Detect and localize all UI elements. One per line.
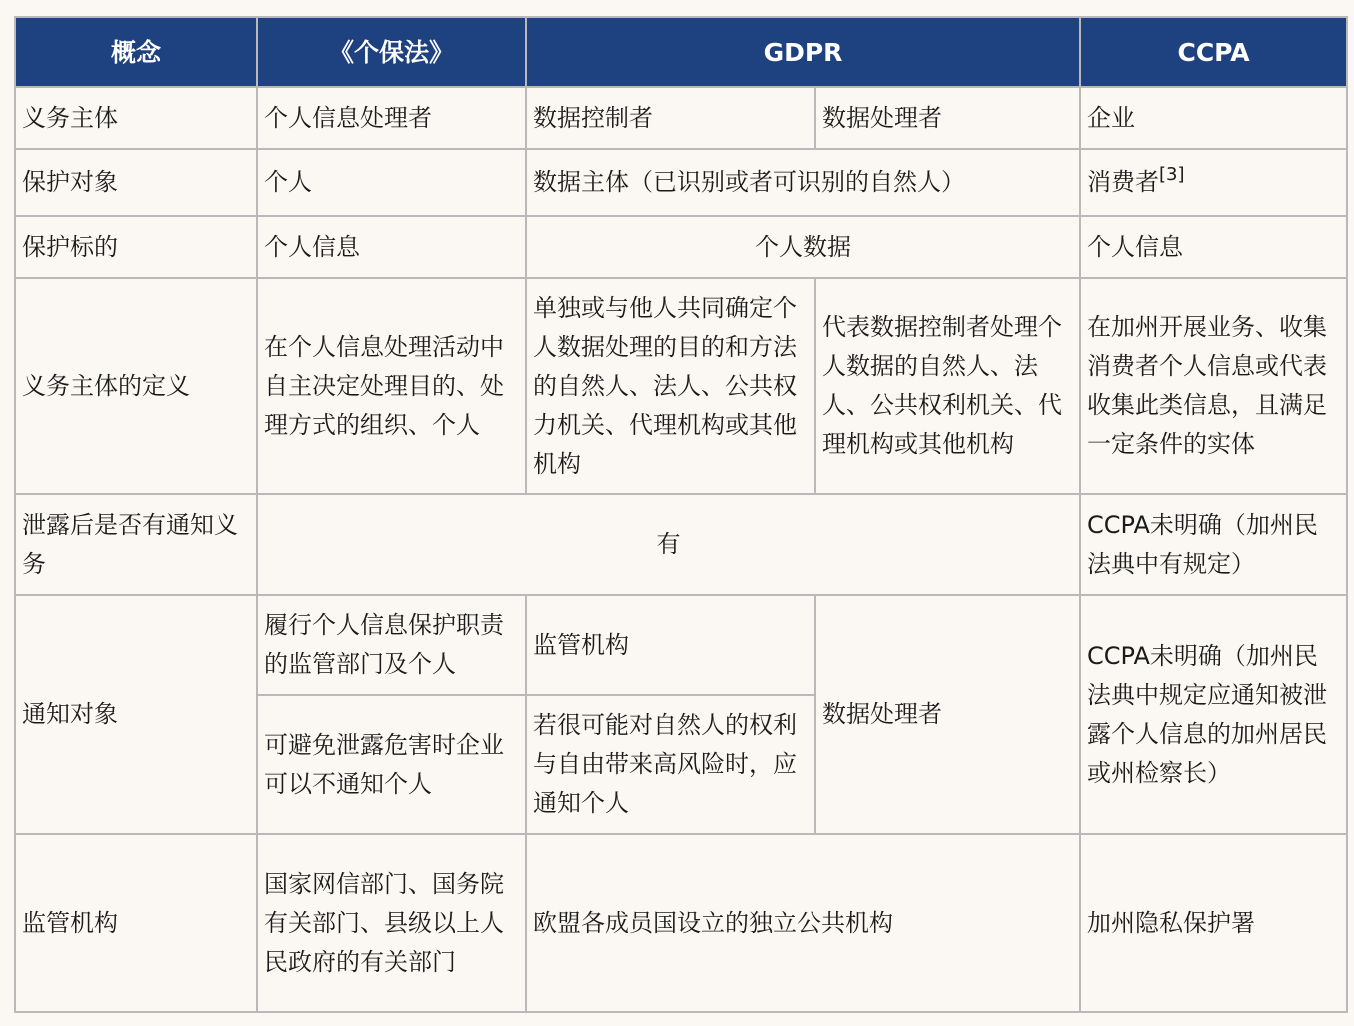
cell-gdpr-controller: 单独或与他人共同确定个人数据处理的目的和方法的自然人、法人、公共权力机关、代理机构或其他机构 — [526, 278, 815, 494]
row-label: 泄露后是否有通知义务 — [15, 494, 257, 595]
row-object — [15, 149, 1347, 216]
row-target — [15, 216, 1347, 278]
cell-gdpr-processor: 数据处理者 — [815, 595, 1080, 834]
cell-pipl: 履行个人信息保护职责的监管部门及个人 — [257, 595, 526, 695]
cell-pipl: 个人 — [257, 149, 526, 216]
cell-pipl: 可避免泄露危害时企业可以不通知个人 — [257, 695, 526, 834]
cell-ccpa: 加州隐私保护署 — [1080, 834, 1347, 1012]
row-label: 保护对象 — [15, 149, 257, 216]
cell-pipl: 个人信息 — [257, 216, 526, 278]
row-label: 保护标的 — [15, 216, 257, 278]
row-label: 通知对象 — [15, 595, 257, 834]
header-gdpr: GDPR — [526, 17, 1080, 87]
cell-pipl: 国家网信部门、国务院有关部门、县级以上人民政府的有关部门 — [257, 834, 526, 1012]
ccpa-text: 消费者 — [1087, 168, 1160, 196]
cell-pipl: 个人信息处理者 — [257, 87, 526, 149]
row-regulator — [15, 834, 1347, 1012]
cell-gdpr: 欧盟各成员国设立的独立公共机构 — [526, 834, 1080, 1012]
row-notify-target — [15, 595, 1347, 695]
comparison-table — [14, 16, 1348, 1013]
row-definition — [15, 278, 1347, 494]
cell-pipl: 在个人信息处理活动中自主决定处理目的、处理方式的组织、个人 — [257, 278, 526, 494]
cell-gdpr-processor: 代表数据控制者处理个人数据的自然人、法人、公共权利机关、代理机构或其他机构 — [815, 278, 1080, 494]
cell-gdpr: 数据主体（已识别或者可识别的自然人） — [526, 149, 1080, 216]
row-label: 监管机构 — [15, 834, 257, 1012]
cell-ccpa: 企业 — [1080, 87, 1347, 149]
cell-ccpa: 在加州开展业务、收集消费者个人信息或代表收集此类信息，且满足一定条件的实体 — [1080, 278, 1347, 494]
cell-ccpa: CCPA未明确（加州民法典中有规定） — [1080, 494, 1347, 595]
header-concept: 概念 — [15, 17, 257, 87]
cell-gdpr-controller: 数据控制者 — [526, 87, 815, 149]
cell-gdpr: 个人数据 — [526, 216, 1080, 278]
cell-gdpr-controller: 若很可能对自然人的权利与自由带来高风险时，应通知个人 — [526, 695, 815, 834]
cell-ccpa: 个人信息 — [1080, 216, 1347, 278]
row-label: 义务主体 — [15, 87, 257, 149]
row-breach-duty — [15, 494, 1347, 595]
header-row — [15, 17, 1347, 87]
cell-shared: 有 — [257, 494, 1080, 595]
footnote-ref: [3] — [1159, 164, 1185, 185]
header-pipl: 《个保法》 — [257, 17, 526, 87]
header-ccpa: CCPA — [1080, 17, 1347, 87]
cell-gdpr-controller: 监管机构 — [526, 595, 815, 695]
cell-gdpr-processor: 数据处理者 — [815, 87, 1080, 149]
cell-ccpa: CCPA未明确（加州民法典中规定应通知被泄露个人信息的加州居民或州检察长） — [1080, 595, 1347, 834]
row-subject — [15, 87, 1347, 149]
row-label: 义务主体的定义 — [15, 278, 257, 494]
cell-ccpa — [1080, 149, 1347, 216]
